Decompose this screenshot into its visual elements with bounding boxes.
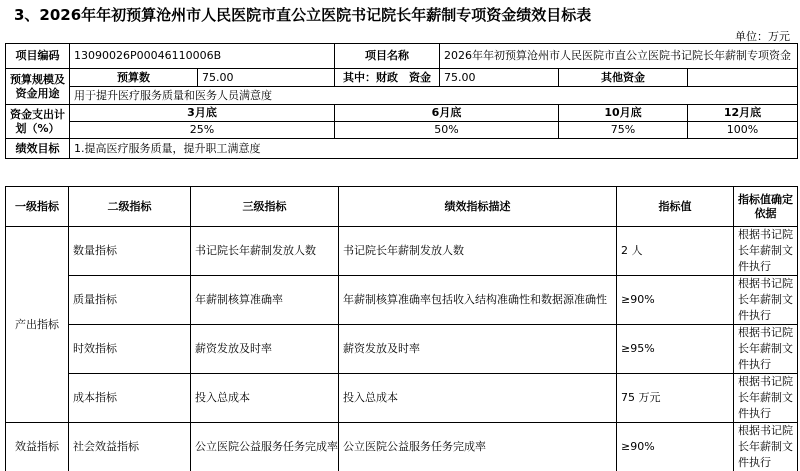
project-code-value: 13090026P00046110006B: [70, 44, 335, 69]
level3-cell: 书记院长年薪制发放人数: [191, 227, 339, 276]
page-title: 3、2026年年初预算沧州市人民医院市直公立医院书记院长年薪制专项资金绩效目标表: [14, 6, 592, 24]
fiscal-fund-value: 75.00: [440, 69, 559, 87]
project-info-table: [5, 43, 798, 159]
value-cell: ≥95%: [617, 325, 734, 374]
description-cell: 公立医院公益服务任务完成率: [339, 423, 617, 471]
header-description: 绩效指标描述: [339, 187, 617, 227]
plan-month-1: 3月底: [70, 105, 335, 122]
table-row: [6, 423, 798, 471]
value-cell: 2 人: [617, 227, 734, 276]
basis-cell: 根据书记院长年薪制文件执行: [734, 227, 798, 276]
project-code-label: 项目编码: [6, 44, 70, 69]
description-cell: 薪资发放及时率: [339, 325, 617, 374]
plan-value-1: 25%: [70, 122, 335, 139]
table-row: [6, 276, 798, 325]
project-name-label: 项目名称: [335, 44, 440, 69]
value-cell: ≥90%: [617, 276, 734, 325]
fund-purpose: 用于提升医疗服务质量和医务人员满意度: [70, 87, 798, 105]
project-name-value: 2026年年初预算沧州市人民医院市直公立医院书记院长年薪制专项资金: [440, 44, 798, 69]
plan-month-4: 12月底: [688, 105, 798, 122]
plan-value-3: 75%: [559, 122, 688, 139]
description-cell: 年薪制核算准确率包括收入结构准确性和数据源准确性: [339, 276, 617, 325]
other-fund-value: [688, 69, 798, 87]
level2-cell: 质量指标: [69, 276, 191, 325]
basis-cell: 根据书记院长年薪制文件执行: [734, 325, 798, 374]
budget-label: 预算规模及资金用途: [6, 69, 70, 105]
table-row: [6, 325, 798, 374]
table-row: [6, 374, 798, 423]
budget-amount-value: 75.00: [198, 69, 335, 87]
header-basis: 指标值确定依据: [734, 187, 798, 227]
header-level2: 二级指标: [69, 187, 191, 227]
basis-cell: 根据书记院长年薪制文件执行: [734, 423, 798, 471]
fiscal-fund-label: 其中：财政 资金: [335, 69, 440, 87]
spending-plan-label: 资金支出计划（%）: [6, 105, 70, 139]
indicator-table: [5, 186, 798, 471]
header-level3: 三级指标: [191, 187, 339, 227]
level1-benefit: 效益指标: [6, 423, 69, 471]
value-cell: ≥90%: [617, 423, 734, 471]
description-cell: 书记院长年薪制发放人数: [339, 227, 617, 276]
plan-value-2: 50%: [335, 122, 559, 139]
level3-cell: 年薪制核算准确率: [191, 276, 339, 325]
description-cell: 投入总成本: [339, 374, 617, 423]
level2-cell: 成本指标: [69, 374, 191, 423]
table-row: [6, 227, 798, 276]
budget-amount-label: 预算数: [70, 69, 198, 87]
performance-goal-value: 1.提高医疗服务质量，提升职工满意度: [70, 139, 798, 159]
value-cell: 75 万元: [617, 374, 734, 423]
level2-cell: 社会效益指标: [69, 423, 191, 471]
unit-label: 单位：万元: [735, 30, 790, 43]
plan-month-2: 6月底: [335, 105, 559, 122]
level3-cell: 薪资发放及时率: [191, 325, 339, 374]
plan-value-4: 100%: [688, 122, 798, 139]
level1-output: 产出指标: [6, 227, 69, 423]
basis-cell: 根据书记院长年薪制文件执行: [734, 276, 798, 325]
basis-cell: 根据书记院长年薪制文件执行: [734, 374, 798, 423]
header-level1: 一级指标: [6, 187, 69, 227]
other-fund-label: 其他资金: [559, 69, 688, 87]
performance-goal-label: 绩效目标: [6, 139, 70, 159]
header-value: 指标值: [617, 187, 734, 227]
level2-cell: 数量指标: [69, 227, 191, 276]
plan-month-3: 10月底: [559, 105, 688, 122]
level2-cell: 时效指标: [69, 325, 191, 374]
level3-cell: 投入总成本: [191, 374, 339, 423]
level3-cell: 公立医院公益服务任务完成率: [191, 423, 339, 471]
